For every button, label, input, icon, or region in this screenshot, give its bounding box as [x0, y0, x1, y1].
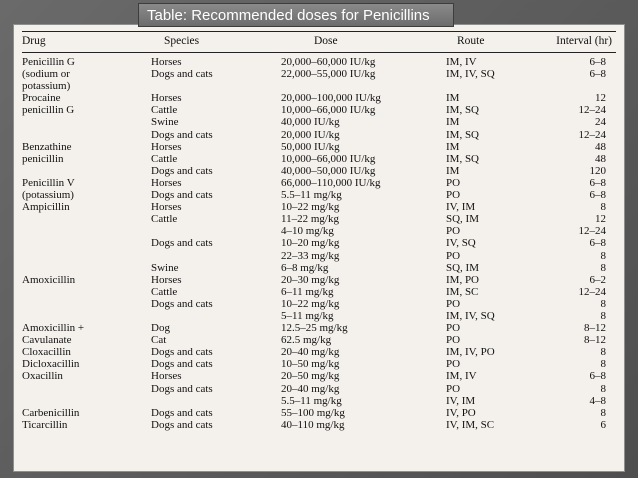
cell-species: Dogs and cats	[151, 406, 213, 419]
table-row	[14, 383, 624, 395]
cell-drug: penicillin	[22, 152, 64, 165]
cell-species: Horses	[151, 273, 182, 286]
cell-drug: Dicloxacillin	[22, 358, 80, 371]
cell-species: Dogs and cats	[151, 346, 213, 359]
cell-route: IM, SC	[446, 285, 479, 298]
cell-dose: 10–50 mg/kg	[281, 358, 340, 371]
cell-interval: 6–8	[589, 56, 606, 68]
cell-drug: Cavulanate	[22, 334, 72, 347]
cell-dose: 10–22 mg/kg	[281, 297, 340, 310]
cell-dose: 40–110 mg/kg	[281, 418, 345, 431]
cell-interval: 4–8	[589, 394, 606, 407]
cell-route: IM, SQ	[446, 152, 480, 165]
cell-route: IM, IV, PO	[446, 346, 495, 359]
cell-species: Dogs and cats	[151, 418, 213, 431]
header-interval: Interval (hr)	[556, 35, 612, 47]
table-row	[14, 407, 624, 419]
cell-species: Dogs and cats	[151, 164, 213, 177]
cell-species: Dogs and cats	[151, 297, 213, 310]
cell-species: Dogs and cats	[151, 382, 213, 395]
cell-interval: 12	[595, 92, 606, 105]
table-row	[14, 92, 624, 104]
cell-dose: 55–100 mg/kg	[281, 406, 345, 419]
cell-dose: 20–50 mg/kg	[281, 370, 340, 383]
cell-species: Cattle	[151, 152, 178, 165]
cell-interval: 12–24	[578, 104, 606, 117]
cell-interval: 8	[600, 249, 606, 262]
cell-route: IM, IV, SQ	[446, 68, 495, 81]
table-row	[14, 358, 624, 370]
table-row	[14, 370, 624, 382]
cell-drug: penicillin G	[22, 104, 75, 117]
cell-dose: 6–11 mg/kg	[281, 285, 334, 298]
table-row	[14, 129, 624, 141]
cell-dose: 20–30 mg/kg	[281, 273, 340, 286]
table-row	[14, 395, 624, 407]
cell-dose: 5.5–11 mg/kg	[281, 394, 342, 407]
cell-route: IV, IM, SC	[446, 418, 495, 431]
cell-species: Dogs and cats	[151, 358, 213, 371]
header-species: Species	[164, 35, 200, 47]
cell-interval: 6–8	[589, 68, 606, 81]
cell-drug: Oxacillin	[22, 370, 63, 383]
cell-species: Horses	[151, 176, 182, 189]
cell-interval: 12–24	[578, 225, 606, 238]
cell-route: IM	[446, 140, 460, 153]
cell-interval: 8	[600, 358, 606, 371]
cell-route: PO	[446, 358, 461, 371]
table-row	[14, 56, 624, 68]
slide-title: Table: Recommended doses for Penicillins	[138, 3, 454, 27]
cell-interval: 6–2	[589, 273, 606, 286]
cell-drug: Amoxicillin +	[22, 322, 85, 335]
cell-species: Dogs and cats	[151, 128, 213, 141]
cell-interval: 6–8	[589, 237, 606, 250]
cell-route: PO	[446, 225, 461, 238]
cell-interval: 8	[600, 346, 606, 359]
table-row	[14, 334, 624, 346]
cell-species: Cattle	[151, 213, 178, 226]
cell-interval: 48	[595, 140, 606, 153]
header-drug: Drug	[22, 35, 46, 47]
cell-interval: 6–8	[589, 189, 606, 202]
cell-route: IM, SQ	[446, 104, 480, 117]
cell-route: IV, SQ	[446, 237, 476, 250]
cell-interval: 8	[600, 406, 606, 419]
cell-drug: Cloxacillin	[22, 346, 71, 359]
table-row	[14, 274, 624, 286]
cell-route: IM, SQ	[446, 128, 480, 141]
cell-interval: 8	[600, 309, 606, 322]
cell-dose: 5–11 mg/kg	[281, 309, 334, 322]
cell-dose: 5.5–11 mg/kg	[281, 189, 342, 202]
table-row	[14, 141, 624, 153]
cell-interval: 6–8	[589, 370, 606, 383]
cell-interval: 24	[595, 116, 606, 129]
cell-drug: Carbenicillin	[22, 406, 80, 419]
cell-route: IM, IV, SQ	[446, 309, 495, 322]
cell-dose: 22,000–55,000 IU/kg	[281, 68, 376, 81]
table-row	[14, 225, 624, 237]
table-row	[14, 310, 624, 322]
cell-dose: 40,000–50,000 IU/kg	[281, 164, 376, 177]
cell-route: PO	[446, 334, 461, 347]
table-row	[14, 213, 624, 225]
cell-dose: 10,000–66,000 IU/kg	[281, 152, 376, 165]
header-route: Route	[457, 35, 485, 47]
cell-dose: 12.5–25 mg/kg	[281, 322, 348, 335]
cell-route: SQ, IM	[446, 213, 480, 226]
cell-dose: 66,000–110,000 IU/kg	[281, 176, 381, 189]
cell-drug: Amoxicillin	[22, 273, 76, 286]
table-row	[14, 68, 624, 80]
cell-route: IM, IV	[446, 56, 477, 68]
cell-route: IM	[446, 116, 460, 129]
cell-species: Horses	[151, 370, 182, 383]
cell-dose: 4–10 mg/kg	[281, 225, 334, 238]
cell-species: Cat	[151, 334, 167, 347]
cell-dose: 6–8 mg/kg	[281, 261, 329, 274]
cell-dose: 62.5 mg/kg	[281, 334, 332, 347]
cell-species: Cattle	[151, 285, 178, 298]
cell-dose: 20,000 IU/kg	[281, 128, 340, 141]
table-row	[14, 189, 624, 201]
cell-interval: 12–24	[578, 285, 606, 298]
cell-drug: Penicillin V	[22, 176, 75, 189]
cell-interval: 6–8	[589, 176, 606, 189]
cell-dose: 11–22 mg/kg	[281, 213, 339, 226]
cell-dose: 50,000 IU/kg	[281, 140, 340, 153]
cell-route: IV, IM	[446, 394, 476, 407]
cell-interval: 48	[595, 152, 606, 165]
cell-drug: Penicillin G	[22, 56, 75, 68]
cell-route: IV, PO	[446, 406, 476, 419]
cell-route: PO	[446, 176, 461, 189]
cell-species: Swine	[151, 261, 179, 274]
cell-interval: 8–12	[584, 334, 606, 347]
cell-route: SQ, IM	[446, 261, 480, 274]
table-row	[14, 104, 624, 116]
table-row	[14, 286, 624, 298]
table-row	[14, 80, 624, 92]
cell-species: Horses	[151, 56, 182, 68]
cell-species: Swine	[151, 116, 179, 129]
document-page	[13, 24, 625, 472]
cell-species: Dogs and cats	[151, 237, 213, 250]
cell-dose: 22–33 mg/kg	[281, 249, 340, 262]
table-row	[14, 237, 624, 249]
table-row	[14, 177, 624, 189]
table-row	[14, 322, 624, 334]
cell-dose: 10–20 mg/kg	[281, 237, 340, 250]
cell-route: PO	[446, 297, 461, 310]
table-row	[14, 250, 624, 262]
cell-interval: 8	[600, 261, 606, 274]
cell-species: Dog	[151, 322, 170, 335]
cell-route: PO	[446, 322, 461, 335]
cell-drug: Benzathine	[22, 140, 72, 153]
table-row	[14, 165, 624, 177]
cell-drug: Ticarcillin	[22, 418, 68, 431]
cell-drug: Procaine	[22, 92, 61, 105]
cell-species: Horses	[151, 92, 182, 105]
cell-dose: 20–40 mg/kg	[281, 382, 340, 395]
table-row	[14, 298, 624, 310]
cell-route: IM	[446, 164, 460, 177]
table-row	[14, 419, 624, 431]
cell-species: Cattle	[151, 104, 178, 117]
header-bottom-rule	[22, 52, 616, 53]
cell-dose: 40,000 IU/kg	[281, 116, 340, 129]
table-row	[14, 153, 624, 165]
cell-drug: (potassium)	[22, 189, 74, 202]
table-body	[14, 56, 624, 431]
cell-interval: 8	[600, 382, 606, 395]
cell-interval: 8	[600, 297, 606, 310]
cell-dose: 10–22 mg/kg	[281, 201, 340, 214]
cell-route: PO	[446, 382, 461, 395]
cell-route: IM, PO	[446, 273, 480, 286]
cell-dose: 20–40 mg/kg	[281, 346, 340, 359]
cell-interval: 8–12	[584, 322, 606, 335]
table-row	[14, 262, 624, 274]
cell-route: PO	[446, 249, 461, 262]
table-row	[14, 201, 624, 213]
cell-route: PO	[446, 189, 461, 202]
cell-dose: 10,000–66,000 IU/kg	[281, 104, 376, 117]
cell-interval: 6	[600, 418, 606, 431]
cell-interval: 120	[589, 164, 606, 177]
header-dose: Dose	[314, 35, 338, 47]
cell-route: IV, IM	[446, 201, 476, 214]
cell-dose: 20,000–100,000 IU/kg	[281, 92, 381, 105]
cell-drug: potassium)	[22, 80, 71, 93]
table-row	[14, 116, 624, 128]
cell-species: Horses	[151, 201, 182, 214]
cell-species: Dogs and cats	[151, 189, 213, 202]
cell-species: Horses	[151, 140, 182, 153]
cell-route: IM	[446, 92, 460, 105]
cell-interval: 12	[595, 213, 606, 226]
cell-interval: 8	[600, 201, 606, 214]
header-top-rule	[22, 31, 616, 32]
table-row	[14, 346, 624, 358]
cell-drug: (sodium or	[22, 68, 70, 81]
cell-drug: Ampicillin	[22, 201, 70, 214]
cell-interval: 12–24	[578, 128, 606, 141]
cell-dose: 20,000–60,000 IU/kg	[281, 56, 376, 68]
cell-species: Dogs and cats	[151, 68, 213, 81]
cell-route: IM, IV	[446, 370, 477, 383]
